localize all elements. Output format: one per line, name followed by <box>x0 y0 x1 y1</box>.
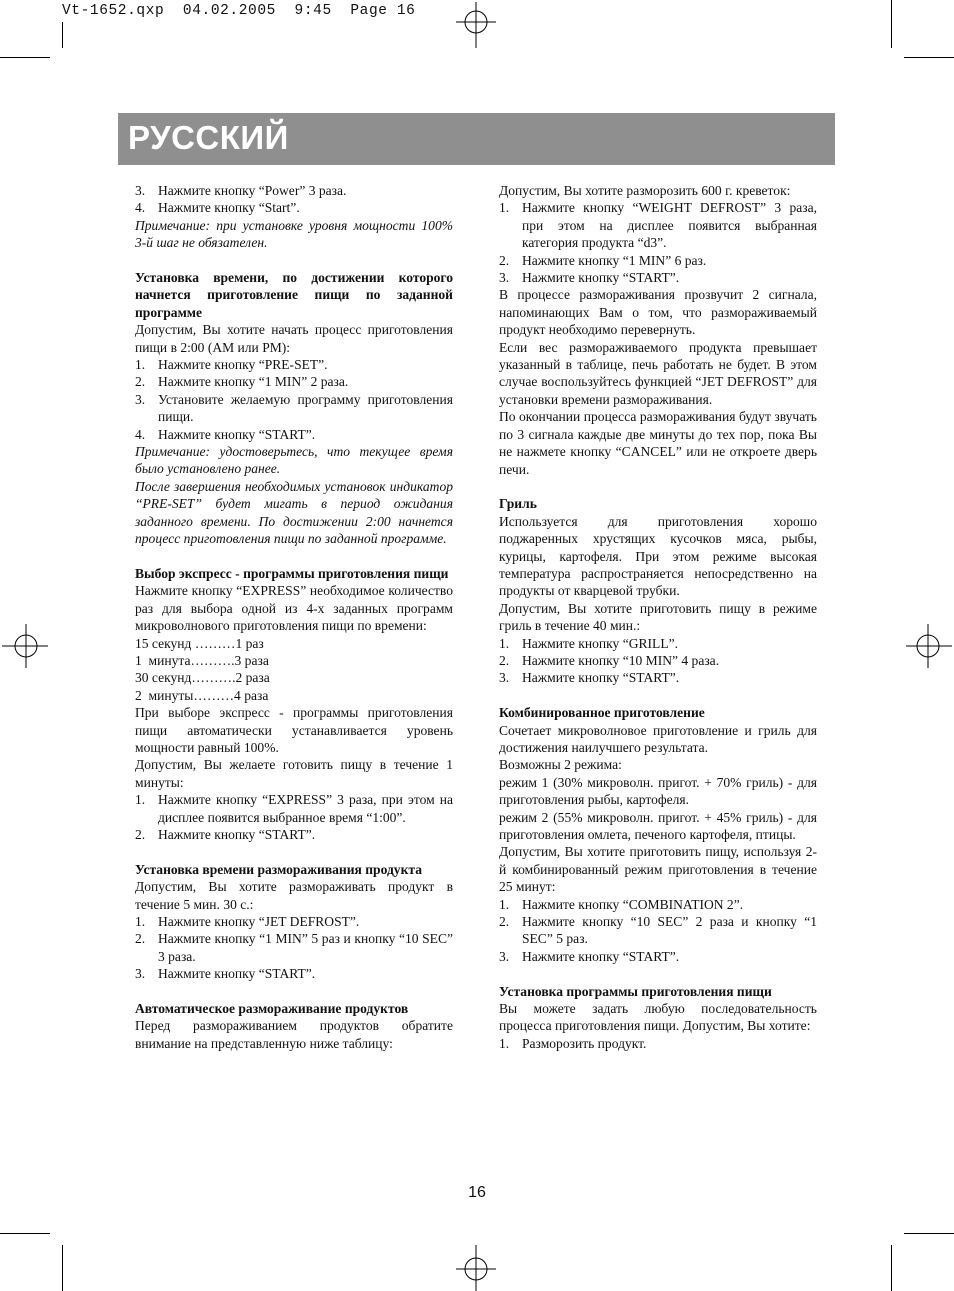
steps-grill-list <box>499 635 817 687</box>
registration-mark-right-icon <box>906 622 952 670</box>
express-times-table <box>135 635 453 705</box>
registration-mark-bottom-icon <box>452 1245 500 1291</box>
steps-program-list <box>499 1035 817 1052</box>
list-item: 1. Нажмите кнопку “JET DEFROST”. <box>135 914 360 930</box>
list-item: 2. Нажмите кнопку “START”. <box>135 827 316 842</box>
banner-title: РУССКИЙ <box>128 119 289 156</box>
paragraph: Если вес размораживаемого продукта превышает указанный в таблице, печь работать не будет. В этом случае воспользуйтесь функцией “JET DEFROST” для установки времени размораживания. <box>499 339 817 407</box>
crop-mark-top-right-v <box>891 0 892 48</box>
list-item: 3. Установите желаемую программу приготовления пищи. <box>135 391 453 425</box>
list-item: 1. Разморозить продукт. <box>499 1035 647 1051</box>
steps-power-list <box>135 182 453 217</box>
heading-program: Установка программы приготовления пищи <box>499 983 772 999</box>
paragraph: Используется для приготовления хорошо поджаренных хрустящих кусочков мяса, рыбы, курицы, картофеля. При этом режиме высокая температура распространяется непосредственно на продукты от кварцевой трубки. <box>499 513 817 599</box>
paragraph: Допустим, Вы хотите приготовить пищу в режиме гриль в течение 40 мин.: <box>499 600 817 634</box>
paragraph: Допустим, Вы желаете готовить пищу в течение 1 минуты: <box>135 757 453 790</box>
crop-mark-top-left-v <box>62 22 63 48</box>
steps-combination-list <box>499 896 817 966</box>
paragraph: режим 1 (30% микроволн. пригот. + 70% гриль) - для приготовления рыбы, картофеля. <box>499 774 817 808</box>
paragraph: Сочетает микроволновое приготовление и гриль для достижения наилучшего результата. <box>499 722 817 755</box>
list-item: 3. Нажмите кнопку “START”. <box>499 948 680 964</box>
paragraph: При выборе экспресс - программы приготовления пищи автоматически устанавливается уровень мощности равный 100%. <box>135 705 453 755</box>
heading-auto-defrost: Автоматическое размораживание продуктов <box>135 1001 409 1017</box>
list-item: 2. Нажмите кнопку “1 MIN” 2 раза. <box>135 374 349 390</box>
paragraph: Допустим, Вы хотите приготовить пищу, используя 2-й комбинированный режим приготовления в течение 25 минут: <box>499 844 817 895</box>
crop-mark-bottom-right-v <box>891 1245 892 1291</box>
table-row: 1 минута……….3 раза <box>135 652 269 668</box>
list-item: 2. Нажмите кнопку “1 MIN” 5 раз и кнопку “10 SEC” 3 раза. <box>135 931 453 964</box>
paragraph: В процессе размораживания прозвучит 2 сигнала, напоминающих Вам о том, что размораживаемый продукт необходимо перевернуть. <box>499 287 817 338</box>
registration-mark-left-icon <box>2 622 48 670</box>
print-slug-line: Vt-1652.qxp 04.02.2005 9:45 Page 16 <box>62 3 416 19</box>
steps-preset-list <box>135 356 453 443</box>
steps-jet-defrost-list <box>135 913 453 983</box>
list-item: 4. Нажмите кнопку “START”. <box>135 426 316 442</box>
list-item: 3. Нажмите кнопку “START”. <box>135 966 316 982</box>
crop-mark-top-right-h <box>904 57 954 58</box>
table-row: 30 секунд……….2 раза <box>135 670 270 686</box>
list-item: 3. Нажмите кнопку “START”. <box>499 670 680 686</box>
crop-mark-bottom-left-v <box>62 1245 63 1291</box>
right-column <box>499 182 817 1052</box>
list-item: 2. Нажмите кнопку “10 SEC” 2 раза и кнопку “1 SEC” 5 раз. <box>499 914 817 947</box>
crop-mark-top-left-h <box>0 57 50 58</box>
table-row: 2 минуты………4 раза <box>135 687 269 703</box>
paragraph: Допустим, Вы хотите размораживать продукт в течение 5 мин. 30 с.: <box>135 879 453 912</box>
note-power: Примечание: при установке уровня мощности 100% 3-й шаг не обязателен. <box>135 217 453 251</box>
list-item: 1. Нажмите кнопку “EXPRESS” 3 раза, при этом на дисплее появится выбранное время “1:00”. <box>135 792 453 825</box>
list-item: 2. Нажмите кнопку “10 MIN” 4 раза. <box>499 652 720 668</box>
registration-mark-top-icon <box>452 2 500 48</box>
list-item: 4. Нажмите кнопку “Start”. <box>135 200 300 216</box>
paragraph: По окончании процесса размораживания будут звучать по 3 сигнала каждые две минуты до тех пор, пока Вы не нажмете кнопку “CANCEL” или не откроете дверь печи. <box>499 409 817 477</box>
list-item: 1. Нажмите кнопку “COMBINATION 2”. <box>499 896 744 912</box>
paragraph: Перед размораживанием продуктов обратите внимание на представленную ниже таблицу: <box>135 1018 453 1051</box>
heading-jet-defrost: Установка времени размораживания продукта <box>135 861 422 877</box>
crop-mark-bottom-left-h <box>0 1233 50 1234</box>
paragraph: Нажмите кнопку “EXPRESS” необходимое количество раз для выбора одной из 4-х заданных программ микроволнового приготовления пищи по времени: <box>135 583 453 634</box>
left-column <box>135 182 453 1052</box>
paragraph: Возможны 2 режима: <box>499 757 622 773</box>
paragraph: режим 2 (55% микроволн. пригот. + 45% гриль) - для приготовления омлета, печеного картофеля, птицы. <box>499 809 817 842</box>
list-item: 1. Нажмите кнопку “GRILL”. <box>499 635 678 651</box>
heading-preset: Установка времени, по достижении которого начнется приготовление пищи по заданной программе <box>135 270 453 320</box>
list-item: 3. Нажмите кнопку “Power” 3 раза. <box>135 183 347 198</box>
paragraph: Допустим, Вы хотите разморозить 600 г. креветок: <box>499 183 791 198</box>
list-item: 2. Нажмите кнопку “1 MIN” 6 раз. <box>499 252 707 268</box>
note-preset-1: Примечание: удостоверьтесь, что текущее время было установлено ранее. <box>135 444 453 477</box>
list-item: 3. Нажмите кнопку “START”. <box>499 270 680 286</box>
language-banner <box>118 113 835 165</box>
crop-mark-bottom-right-h <box>904 1233 954 1234</box>
heading-combination: Комбинированное приготовление <box>499 705 705 721</box>
table-row: 15 секунд ………1 раз <box>135 635 264 651</box>
heading-grill: Гриль <box>499 496 537 512</box>
steps-express-list <box>135 791 453 843</box>
paragraph: Вы можете задать любую последовательность процесса приготовления пищи. Допустим, Вы хотите: <box>499 1001 817 1034</box>
page-number: 16 <box>468 1184 486 1201</box>
heading-express: Выбор экспресс - программы приготовления пищи <box>135 565 449 581</box>
list-item: 1. Нажмите кнопку “PRE-SET”. <box>135 357 328 373</box>
steps-weight-defrost-list <box>499 199 817 286</box>
list-item: 1. Нажмите кнопку “WEIGHT DEFROST” 3 раза, при этом на дисплее появится выбранная категория продукта “d3”. <box>499 200 817 251</box>
paragraph: Допустим, Вы хотите начать процесс приготовления пищи в 2:00 (AM или PM): <box>135 322 453 355</box>
note-preset-2: После завершения необходимых установок индикатор “PRE-SET” будет мигать в период ожидания заданного времени. По достижении 2:00 начнется процесс приготовления пищи по заданной программе. <box>135 478 453 547</box>
